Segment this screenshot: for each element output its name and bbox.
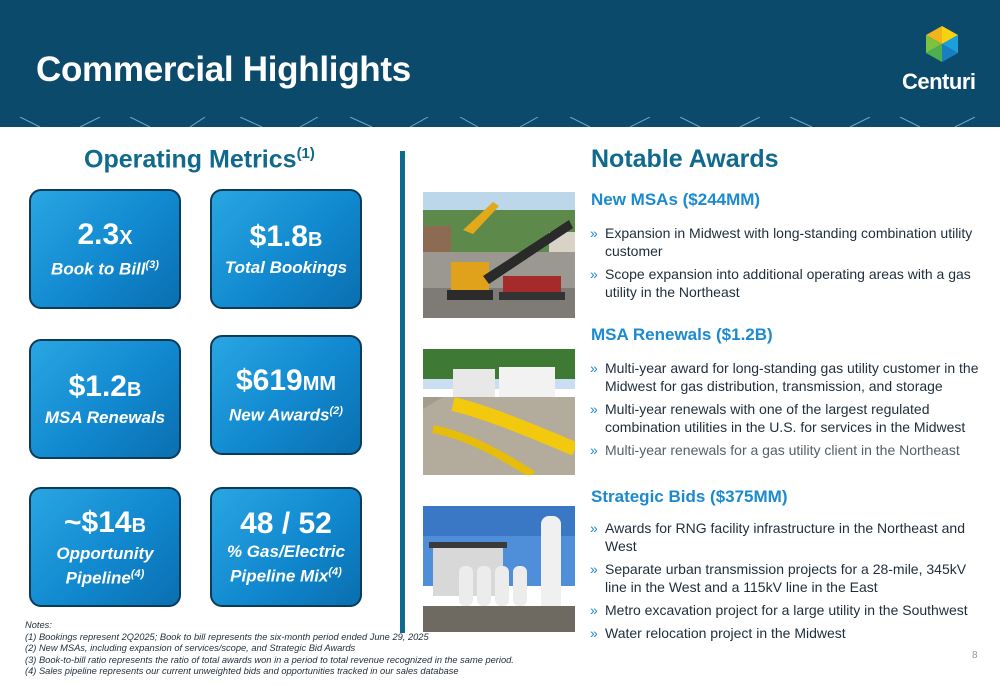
metric-card-opportunity-pipeline: ~$14B Opportunity Pipeline$^{(4)}$ bbox=[29, 487, 181, 607]
notable-awards-heading: Notable Awards bbox=[591, 145, 779, 173]
award-list-strategic-bids bbox=[590, 519, 985, 647]
note-line: (4) Sales pipeline represents our current unweighted bids and opportunities tracked in our sales database bbox=[25, 666, 459, 676]
metric-card-book-to-bill: 2.3X Book to Bill$^{(3)}$ bbox=[29, 189, 181, 309]
list-item: » Water relocation project in the Midwest bbox=[590, 625, 846, 641]
list-item: » Metro excavation project for a large utility in the Southwest bbox=[590, 602, 968, 618]
list-item: » Scope expansion into additional operating areas with a gas utility in the Northeast bbox=[590, 266, 971, 300]
award-group-title-strategic-bids: Strategic Bids ($375MM) bbox=[591, 487, 788, 506]
logo-text: Centuri bbox=[902, 69, 976, 94]
photo-excavator-pipe bbox=[423, 192, 575, 318]
logo-cube-icon bbox=[926, 26, 958, 62]
note-line: (1) Bookings represent 2Q2025; Book to bill represents the six-month period ended June 29, 2025 bbox=[25, 631, 429, 642]
metric-card-new-awards: $619MM New Awards$^{(2)}$ bbox=[210, 335, 362, 455]
page-title: Commercial Highlights bbox=[36, 50, 411, 89]
metric-card-msa-renewals: $1.2B MSA Renewals bbox=[29, 339, 181, 459]
award-list-new-msas bbox=[590, 224, 985, 306]
list-item: » Awards for RNG facility infrastructure in the Northeast and West bbox=[590, 520, 966, 554]
photo-rng-facility bbox=[423, 506, 575, 632]
note-line: (3) Book-to-bill ratio represents the ratio of total awards won in a period to total revenue recognized in the same period. bbox=[25, 654, 514, 665]
page-number: 8 bbox=[972, 650, 978, 661]
photo-yellow-gas-pipe bbox=[423, 349, 575, 475]
list-item: » Expansion in Midwest with long-standing combination utility customer bbox=[590, 225, 973, 259]
award-group-title-new-msas: New MSAs ($244MM) bbox=[591, 190, 761, 209]
metric-card-pipeline-mix: 48 / 52 % Gas/Electric Pipeline Mix$^{(4)}$ bbox=[210, 487, 362, 607]
metric-card-total-bookings: $1.8B Total Bookings bbox=[210, 189, 362, 309]
list-item: » Multi-year award for long-standing gas utility customer in the Midwest for gas distribution, transmission, and storage bbox=[590, 360, 979, 394]
header-banner bbox=[0, 0, 1000, 123]
operating-metrics-heading: Operating Metrics$^{(1)}$ bbox=[84, 145, 315, 174]
list-item: » Multi-year renewals with one of the largest regulated combination utilities in the U.S. for services in the Midwest bbox=[590, 401, 966, 435]
award-list-msa-renewals bbox=[590, 359, 985, 464]
column-divider bbox=[400, 151, 405, 633]
footnotes bbox=[25, 620, 514, 678]
list-item: » Multi-year renewals for a gas utility client in the Northeast bbox=[590, 442, 960, 458]
centuri-logo bbox=[902, 26, 976, 96]
notes-title: Notes: bbox=[25, 620, 52, 630]
note-line: (2) New MSAs, including expansion of services/scope, and Strategic Bid Awards bbox=[25, 643, 356, 653]
list-item: » Separate urban transmission projects for a 28-mile, 345kV line in the West and a 115kV line in the East bbox=[590, 561, 967, 595]
award-group-title-msa-renewals: MSA Renewals ($1.2B) bbox=[591, 325, 773, 344]
header-stripe bbox=[0, 117, 1000, 127]
